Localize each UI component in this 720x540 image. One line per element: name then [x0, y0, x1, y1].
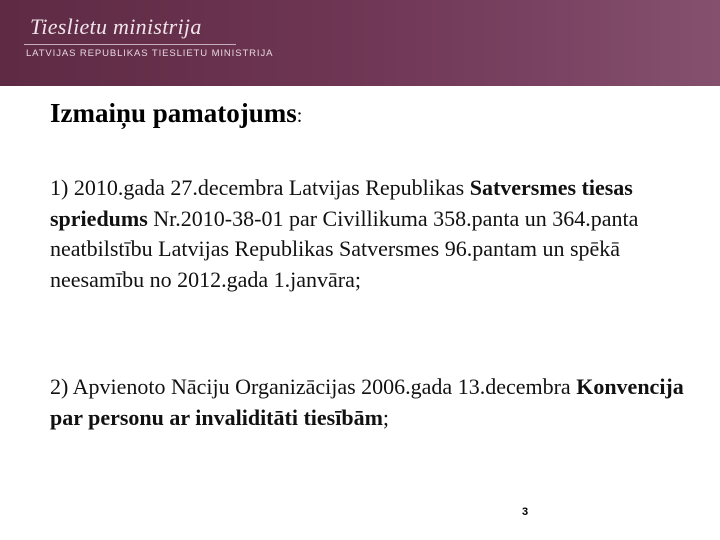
ministry-logo-script: Tieslietu ministrija: [30, 14, 202, 39]
paragraph-1-bold: Satversmes tiesas spriedums: [50, 175, 633, 231]
paragraph-2: [50, 372, 690, 433]
paragraph-1: [50, 173, 690, 295]
slide-title: [50, 98, 302, 129]
ministry-logo-subtitle: LATVIJAS REPUBLIKAS TIESLIETU MINISTRIJA: [26, 48, 274, 59]
page-number: 3: [522, 506, 529, 518]
paragraph-2-text-a: 2) Apvienoto Nāciju Organizācijas 2006.gada 13.decembra: [50, 374, 577, 399]
logo-divider: [24, 44, 236, 45]
paragraph-1-text-b: Nr.2010-38-01 par Civillikuma 358.panta un 364.panta neatbilstību Latvijas Republikas Satversmes 96.pantam un spēkā neesamību no 2012.gada 1.janvāra;: [50, 205, 639, 292]
slide-title-colon: :: [296, 105, 303, 127]
paragraph-2-bold: Konvencija par personu ar invaliditāti tiesībām: [50, 374, 684, 430]
paragraph-1-text-a: 1) 2010.gada 27.decembra Latvijas Republikas: [50, 175, 470, 200]
paragraph-2-text-b: ;: [382, 404, 390, 430]
slide-header-banner: [0, 0, 720, 86]
slide-title-text: Izmaiņu pamatojums: [50, 98, 297, 128]
